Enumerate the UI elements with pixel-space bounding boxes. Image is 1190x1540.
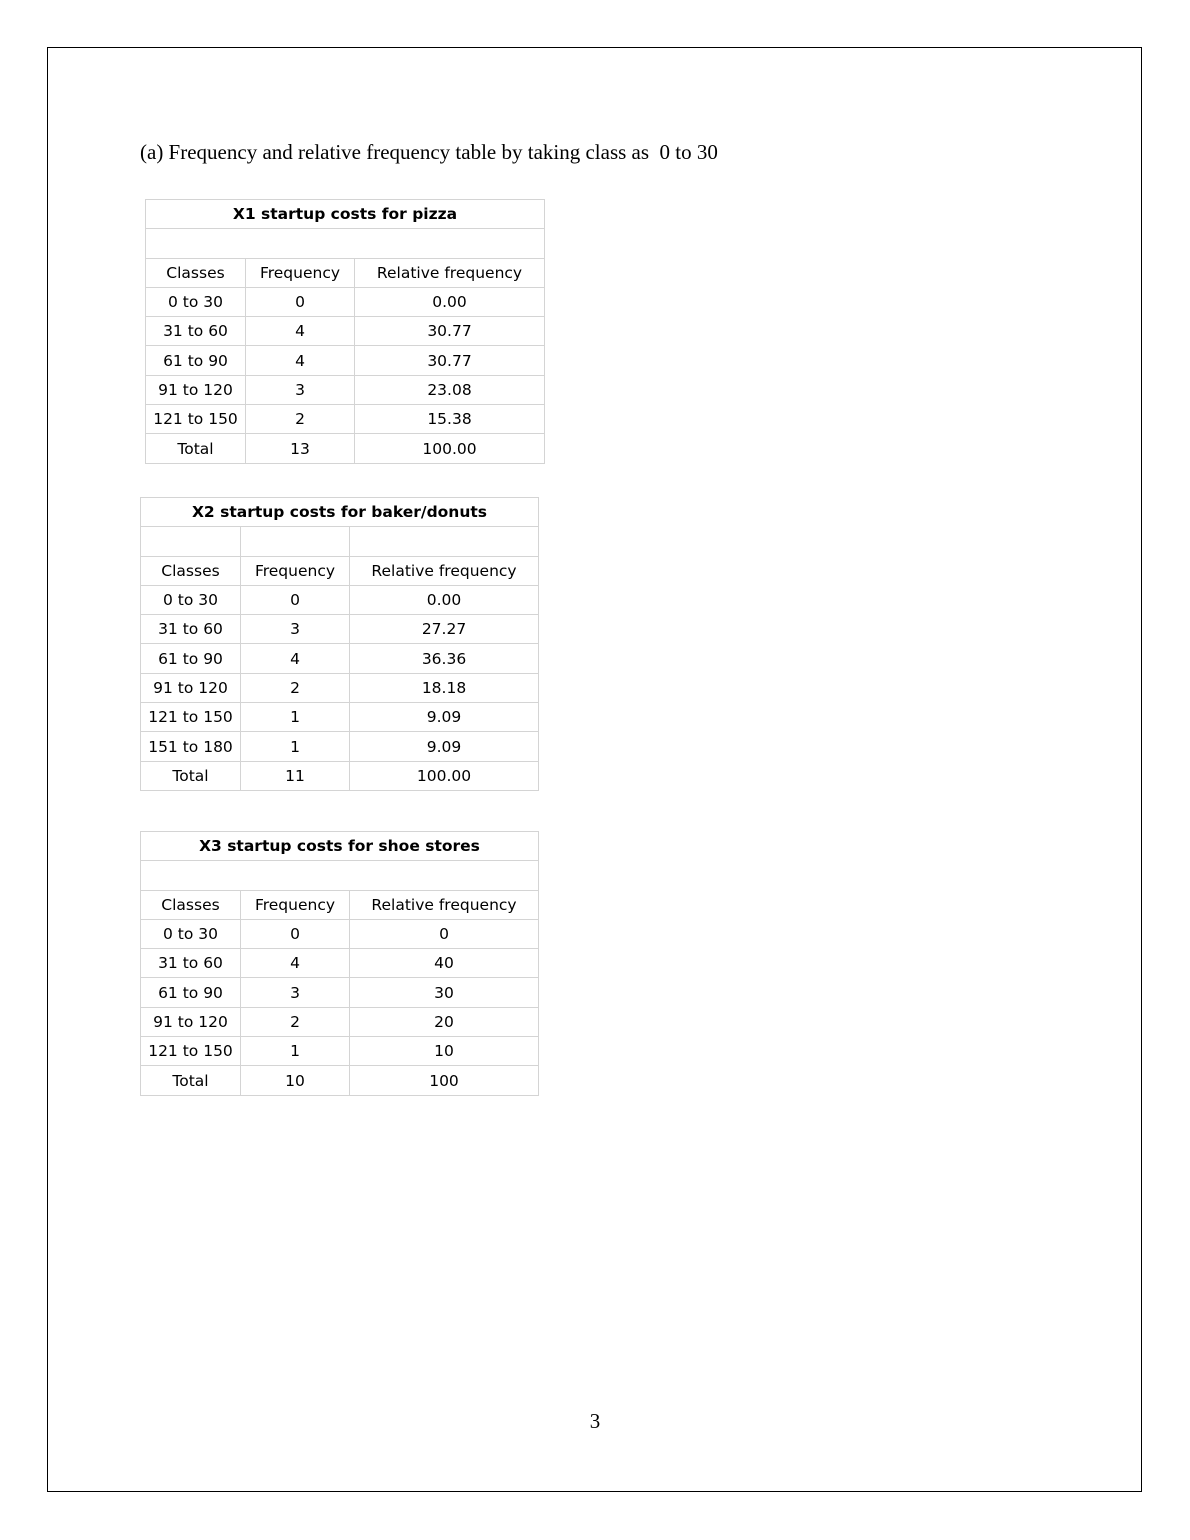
table-row: [146, 317, 545, 346]
table-cell: 2: [241, 1007, 350, 1036]
table-cell: 11: [241, 761, 350, 790]
table-title-row: [141, 498, 539, 527]
frequency-table-x1-pizza: [145, 199, 545, 464]
table-cell: 27.27: [350, 615, 539, 644]
table-cell: 0: [350, 919, 539, 948]
empty-cell: [146, 229, 545, 258]
table-cell: 31 to 60: [146, 317, 246, 346]
column-header: Relative frequency: [350, 556, 539, 585]
table-cell: 3: [246, 375, 355, 404]
table-cell: 9.09: [350, 732, 539, 761]
table-cell: 0: [246, 287, 355, 316]
table-cell: 31 to 60: [141, 949, 241, 978]
table-cell: 0 to 30: [141, 585, 241, 614]
table-cell: 100.00: [355, 434, 545, 463]
table-cell: 0 to 30: [146, 287, 246, 316]
table-row: [141, 1007, 539, 1036]
table-title-row: [141, 832, 539, 861]
column-header: Frequency: [241, 556, 350, 585]
table-cell: Total: [146, 434, 246, 463]
table-cell: 15.38: [355, 405, 545, 434]
table-cell: 30.77: [355, 346, 545, 375]
table-cell: 9.09: [350, 703, 539, 732]
table-cell: 2: [246, 405, 355, 434]
table-total-row: [141, 1066, 539, 1095]
table-title: X3 startup costs for shoe stores: [141, 832, 539, 861]
table-cell: 4: [246, 317, 355, 346]
table-row: [146, 405, 545, 434]
table-cell: 2: [241, 673, 350, 702]
table-cell: 121 to 150: [146, 405, 246, 434]
column-header: Relative frequency: [355, 258, 545, 287]
table-cell: 31 to 60: [141, 615, 241, 644]
table-header-row: [141, 890, 539, 919]
table-row: [146, 375, 545, 404]
column-header: Frequency: [241, 890, 350, 919]
table-cell: 151 to 180: [141, 732, 241, 761]
table-cell: 100.00: [350, 761, 539, 790]
table-spacer-row: [141, 861, 539, 890]
table-cell: 0: [241, 919, 350, 948]
table-row: [141, 703, 539, 732]
table-row: [141, 978, 539, 1007]
table-header-row: [141, 556, 539, 585]
table-cell: 36.36: [350, 644, 539, 673]
frequency-table-x2-baker-donuts: [140, 497, 539, 791]
empty-cell: [241, 527, 350, 556]
table-cell: 23.08: [355, 375, 545, 404]
table-cell: 30.77: [355, 317, 545, 346]
section-heading: (a) Frequency and relative frequency table by taking class as 0 to 30: [140, 140, 718, 164]
table-cell: 121 to 150: [141, 1037, 241, 1066]
table-cell: 0 to 30: [141, 919, 241, 948]
empty-cell: [350, 527, 539, 556]
table-cell: 61 to 90: [141, 978, 241, 1007]
table-cell: 100: [350, 1066, 539, 1095]
column-header: Classes: [146, 258, 246, 287]
table-cell: 18.18: [350, 673, 539, 702]
table-cell: 61 to 90: [146, 346, 246, 375]
table-spacer-row: [146, 229, 545, 258]
table-row: [146, 287, 545, 316]
table-header-row: [146, 258, 545, 287]
table-row: [141, 644, 539, 673]
table-cell: 13: [246, 434, 355, 463]
table-cell: 10: [241, 1066, 350, 1095]
column-header: Classes: [141, 556, 241, 585]
table-cell: 30: [350, 978, 539, 1007]
table-total-row: [141, 761, 539, 790]
table-cell: 91 to 120: [141, 673, 241, 702]
table-cell: Total: [141, 761, 241, 790]
table-title: X2 startup costs for baker/donuts: [141, 498, 539, 527]
table-cell: 20: [350, 1007, 539, 1036]
table-spacer-row: [141, 527, 539, 556]
column-header: Classes: [141, 890, 241, 919]
table-cell: 121 to 150: [141, 703, 241, 732]
table-cell: 3: [241, 978, 350, 1007]
table-cell: 91 to 120: [146, 375, 246, 404]
empty-cell: [141, 527, 241, 556]
table-row: [141, 919, 539, 948]
table-row: [141, 585, 539, 614]
table-cell: 40: [350, 949, 539, 978]
table-cell: 4: [246, 346, 355, 375]
column-header: Frequency: [246, 258, 355, 287]
table-cell: 3: [241, 615, 350, 644]
table-cell: 0: [241, 585, 350, 614]
table-row: [141, 1037, 539, 1066]
table-title: X1 startup costs for pizza: [146, 200, 545, 229]
frequency-table-x3-shoe-stores: [140, 831, 539, 1096]
table-cell: 0.00: [355, 287, 545, 316]
table-total-row: [146, 434, 545, 463]
table-cell: 10: [350, 1037, 539, 1066]
table-cell: 4: [241, 644, 350, 673]
empty-cell: [141, 861, 539, 890]
table-cell: 4: [241, 949, 350, 978]
page-number: 3: [589, 1409, 601, 1433]
table-cell: 1: [241, 1037, 350, 1066]
column-header: Relative frequency: [350, 890, 539, 919]
table-cell: 1: [241, 703, 350, 732]
table-cell: 61 to 90: [141, 644, 241, 673]
table-row: [141, 732, 539, 761]
table-title-row: [146, 200, 545, 229]
table-row: [141, 673, 539, 702]
table-row: [141, 615, 539, 644]
table-cell: 1: [241, 732, 350, 761]
table-cell: 0.00: [350, 585, 539, 614]
table-cell: 91 to 120: [141, 1007, 241, 1036]
table-row: [146, 346, 545, 375]
table-cell: Total: [141, 1066, 241, 1095]
table-row: [141, 949, 539, 978]
